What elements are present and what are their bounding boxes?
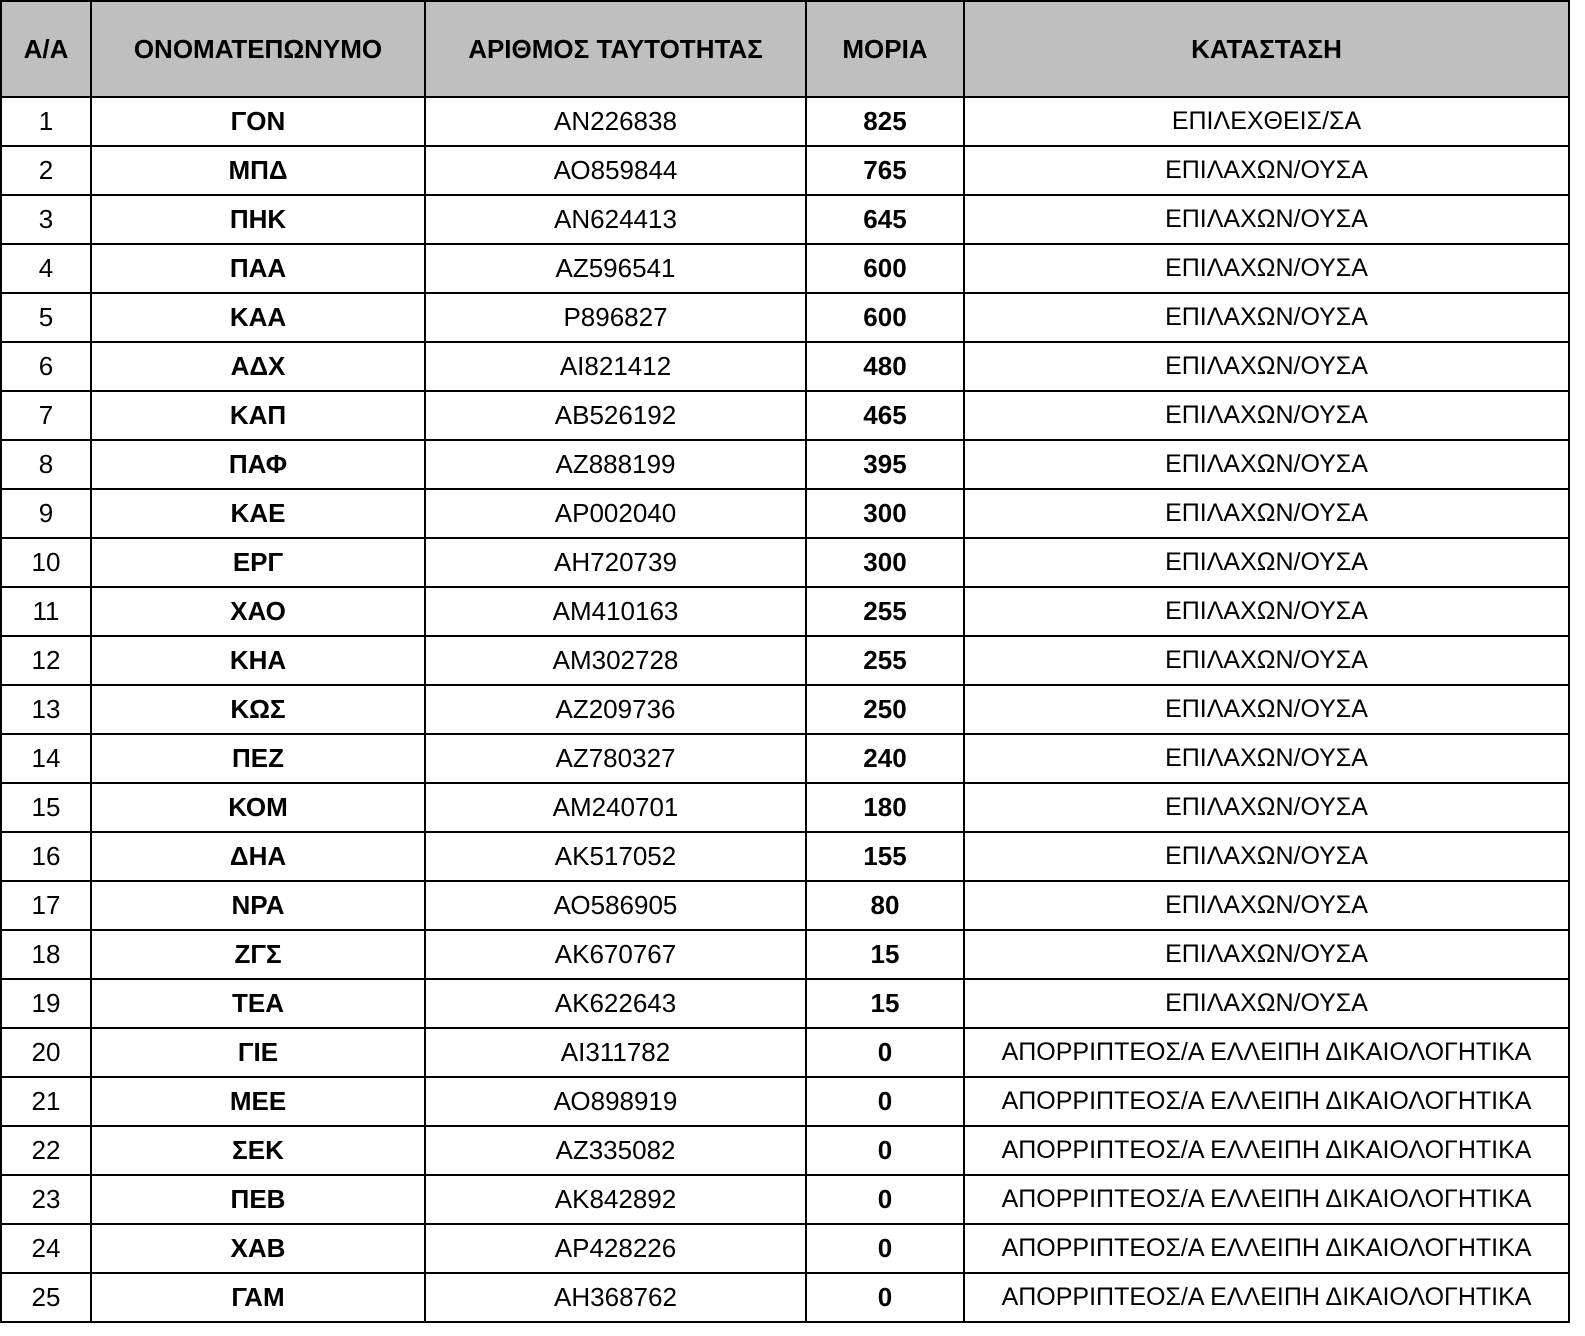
cell-points: 645 [806, 195, 964, 244]
cell-full-name: ΧΑΟ [91, 587, 425, 636]
cell-full-name: ΚΑΠ [91, 391, 425, 440]
cell-points: 80 [806, 881, 964, 930]
cell-aa: 24 [1, 1224, 91, 1273]
cell-aa: 22 [1, 1126, 91, 1175]
table-row [1, 1126, 1569, 1175]
table-row [1, 342, 1569, 391]
cell-full-name: ΜΠΔ [91, 146, 425, 195]
header-aa: Α/Α [1, 1, 91, 97]
cell-points: 240 [806, 734, 964, 783]
cell-full-name: ΧΑΒ [91, 1224, 425, 1273]
cell-id-number: ΑΚ670767 [425, 930, 806, 979]
cell-status: ΕΠΙΛΑΧΩΝ/ΟΥΣΑ [964, 195, 1569, 244]
cell-aa: 13 [1, 685, 91, 734]
cell-id-number: ΑΟ586905 [425, 881, 806, 930]
header-full-name: ΟΝΟΜΑΤΕΠΩΝΥΜΟ [91, 1, 425, 97]
cell-aa: 15 [1, 783, 91, 832]
table-row [1, 1175, 1569, 1224]
header-points: ΜΟΡΙΑ [806, 1, 964, 97]
cell-status: ΑΠΟΡΡΙΠΤΕΟΣ/Α ΕΛΛΕΙΠΗ ΔΙΚΑΙΟΛΟΓΗΤΙΚΑ [964, 1273, 1569, 1322]
cell-id-number: ΑΚ622643 [425, 979, 806, 1028]
cell-aa: 6 [1, 342, 91, 391]
cell-status: ΕΠΙΛΑΧΩΝ/ΟΥΣΑ [964, 734, 1569, 783]
cell-status: ΕΠΙΛΕΧΘΕΙΣ/ΣΑ [964, 97, 1569, 146]
cell-aa: 8 [1, 440, 91, 489]
cell-full-name: ΑΔΧ [91, 342, 425, 391]
cell-id-number: ΑΡ428226 [425, 1224, 806, 1273]
cell-id-number: ΑΚ517052 [425, 832, 806, 881]
cell-full-name: ΖΓΣ [91, 930, 425, 979]
cell-id-number: ΑΝ226838 [425, 97, 806, 146]
cell-status: ΕΠΙΛΑΧΩΝ/ΟΥΣΑ [964, 538, 1569, 587]
cell-status: ΕΠΙΛΑΧΩΝ/ΟΥΣΑ [964, 489, 1569, 538]
cell-points: 600 [806, 293, 964, 342]
cell-aa: 17 [1, 881, 91, 930]
table-row [1, 391, 1569, 440]
cell-status: ΕΠΙΛΑΧΩΝ/ΟΥΣΑ [964, 881, 1569, 930]
cell-points: 250 [806, 685, 964, 734]
cell-id-number: ΑΗ720739 [425, 538, 806, 587]
cell-points: 395 [806, 440, 964, 489]
cell-aa: 12 [1, 636, 91, 685]
cell-full-name: ΤΕΑ [91, 979, 425, 1028]
cell-status: ΕΠΙΛΑΧΩΝ/ΟΥΣΑ [964, 391, 1569, 440]
cell-full-name: ΚΗΑ [91, 636, 425, 685]
cell-points: 0 [806, 1028, 964, 1077]
cell-status: ΕΠΙΛΑΧΩΝ/ΟΥΣΑ [964, 440, 1569, 489]
cell-full-name: ΠΕΖ [91, 734, 425, 783]
cell-aa: 9 [1, 489, 91, 538]
cell-full-name: ΕΡΓ [91, 538, 425, 587]
cell-status: ΕΠΙΛΑΧΩΝ/ΟΥΣΑ [964, 930, 1569, 979]
cell-id-number: ΑΖ209736 [425, 685, 806, 734]
cell-full-name: ΚΩΣ [91, 685, 425, 734]
table-row [1, 1273, 1569, 1322]
table-row [1, 195, 1569, 244]
cell-status: ΑΠΟΡΡΙΠΤΕΟΣ/Α ΕΛΛΕΙΠΗ ΔΙΚΑΙΟΛΟΓΗΤΙΚΑ [964, 1028, 1569, 1077]
cell-id-number: ΑΜ302728 [425, 636, 806, 685]
cell-points: 0 [806, 1175, 964, 1224]
cell-full-name: ΓΟΝ [91, 97, 425, 146]
cell-id-number: ΑΒ526192 [425, 391, 806, 440]
cell-status: ΕΠΙΛΑΧΩΝ/ΟΥΣΑ [964, 293, 1569, 342]
cell-points: 825 [806, 97, 964, 146]
cell-aa: 11 [1, 587, 91, 636]
cell-status: ΕΠΙΛΑΧΩΝ/ΟΥΣΑ [964, 685, 1569, 734]
cell-aa: 7 [1, 391, 91, 440]
cell-points: 0 [806, 1126, 964, 1175]
header-row [1, 1, 1569, 97]
cell-full-name: ΣΕΚ [91, 1126, 425, 1175]
cell-status: ΕΠΙΛΑΧΩΝ/ΟΥΣΑ [964, 244, 1569, 293]
cell-status: ΑΠΟΡΡΙΠΤΕΟΣ/Α ΕΛΛΕΙΠΗ ΔΙΚΑΙΟΛΟΓΗΤΙΚΑ [964, 1077, 1569, 1126]
cell-status: ΕΠΙΛΑΧΩΝ/ΟΥΣΑ [964, 783, 1569, 832]
cell-id-number: ΑΚ842892 [425, 1175, 806, 1224]
cell-id-number: ΑΙ311782 [425, 1028, 806, 1077]
table-row [1, 979, 1569, 1028]
cell-id-number: ΑΗ368762 [425, 1273, 806, 1322]
cell-aa: 21 [1, 1077, 91, 1126]
cell-points: 15 [806, 930, 964, 979]
table-row [1, 489, 1569, 538]
cell-points: 255 [806, 636, 964, 685]
cell-full-name: ΠΗΚ [91, 195, 425, 244]
cell-points: 15 [806, 979, 964, 1028]
cell-points: 155 [806, 832, 964, 881]
cell-points: 180 [806, 783, 964, 832]
cell-aa: 18 [1, 930, 91, 979]
cell-id-number: ΑΡ002040 [425, 489, 806, 538]
cell-aa: 20 [1, 1028, 91, 1077]
cell-full-name: ΓΙΕ [91, 1028, 425, 1077]
cell-id-number: ΑΖ780327 [425, 734, 806, 783]
table-row [1, 1077, 1569, 1126]
cell-aa: 16 [1, 832, 91, 881]
cell-id-number: ΑΜ240701 [425, 783, 806, 832]
cell-full-name: ΚΑΑ [91, 293, 425, 342]
cell-status: ΕΠΙΛΑΧΩΝ/ΟΥΣΑ [964, 832, 1569, 881]
cell-aa: 19 [1, 979, 91, 1028]
table-row [1, 293, 1569, 342]
cell-id-number: Ρ896827 [425, 293, 806, 342]
cell-aa: 4 [1, 244, 91, 293]
cell-status: ΕΠΙΛΑΧΩΝ/ΟΥΣΑ [964, 636, 1569, 685]
cell-aa: 25 [1, 1273, 91, 1322]
cell-full-name: ΜΕΕ [91, 1077, 425, 1126]
table-row [1, 97, 1569, 146]
table-body [1, 97, 1569, 1322]
cell-id-number: ΑΜ410163 [425, 587, 806, 636]
cell-full-name: ΚΟΜ [91, 783, 425, 832]
table-row [1, 1028, 1569, 1077]
cell-full-name: ΠΑΦ [91, 440, 425, 489]
header-status: ΚΑΤΑΣΤΑΣΗ [964, 1, 1569, 97]
cell-status: ΑΠΟΡΡΙΠΤΕΟΣ/Α ΕΛΛΕΙΠΗ ΔΙΚΑΙΟΛΟΓΗΤΙΚΑ [964, 1126, 1569, 1175]
cell-full-name: ΚΑΕ [91, 489, 425, 538]
header-id-number: ΑΡΙΘΜΟΣ ΤΑΥΤΟΤΗΤΑΣ [425, 1, 806, 97]
cell-aa: 23 [1, 1175, 91, 1224]
cell-full-name: ΝΡΑ [91, 881, 425, 930]
cell-id-number: ΑΝ624413 [425, 195, 806, 244]
cell-id-number: ΑΖ335082 [425, 1126, 806, 1175]
cell-id-number: ΑΟ898919 [425, 1077, 806, 1126]
cell-id-number: ΑΖ596541 [425, 244, 806, 293]
cell-aa: 5 [1, 293, 91, 342]
cell-full-name: ΠΑΑ [91, 244, 425, 293]
cell-points: 300 [806, 489, 964, 538]
table-row [1, 1224, 1569, 1273]
table-row [1, 244, 1569, 293]
cell-status: ΕΠΙΛΑΧΩΝ/ΟΥΣΑ [964, 587, 1569, 636]
table-row [1, 146, 1569, 195]
cell-points: 300 [806, 538, 964, 587]
table-header [1, 1, 1569, 97]
table-row [1, 587, 1569, 636]
table-row [1, 734, 1569, 783]
cell-status: ΕΠΙΛΑΧΩΝ/ΟΥΣΑ [964, 146, 1569, 195]
cell-id-number: ΑΖ888199 [425, 440, 806, 489]
table-row [1, 636, 1569, 685]
cell-id-number: ΑΙ821412 [425, 342, 806, 391]
cell-full-name: ΠΕΒ [91, 1175, 425, 1224]
table-row [1, 440, 1569, 489]
cell-points: 0 [806, 1077, 964, 1126]
cell-points: 600 [806, 244, 964, 293]
cell-id-number: ΑΟ859844 [425, 146, 806, 195]
cell-aa: 1 [1, 97, 91, 146]
table-row [1, 881, 1569, 930]
cell-points: 465 [806, 391, 964, 440]
cell-status: ΑΠΟΡΡΙΠΤΕΟΣ/Α ΕΛΛΕΙΠΗ ΔΙΚΑΙΟΛΟΓΗΤΙΚΑ [964, 1224, 1569, 1273]
cell-aa: 14 [1, 734, 91, 783]
cell-points: 0 [806, 1224, 964, 1273]
cell-aa: 10 [1, 538, 91, 587]
table-row [1, 832, 1569, 881]
cell-full-name: ΓΑΜ [91, 1273, 425, 1322]
table-row [1, 930, 1569, 979]
cell-points: 765 [806, 146, 964, 195]
table-row [1, 685, 1569, 734]
table-row [1, 538, 1569, 587]
cell-status: ΑΠΟΡΡΙΠΤΕΟΣ/Α ΕΛΛΕΙΠΗ ΔΙΚΑΙΟΛΟΓΗΤΙΚΑ [964, 1175, 1569, 1224]
cell-points: 480 [806, 342, 964, 391]
cell-points: 255 [806, 587, 964, 636]
cell-status: ΕΠΙΛΑΧΩΝ/ΟΥΣΑ [964, 342, 1569, 391]
table-row [1, 783, 1569, 832]
cell-full-name: ΔΗΑ [91, 832, 425, 881]
cell-aa: 2 [1, 146, 91, 195]
cell-aa: 3 [1, 195, 91, 244]
cell-status: ΕΠΙΛΑΧΩΝ/ΟΥΣΑ [964, 979, 1569, 1028]
cell-points: 0 [806, 1273, 964, 1322]
